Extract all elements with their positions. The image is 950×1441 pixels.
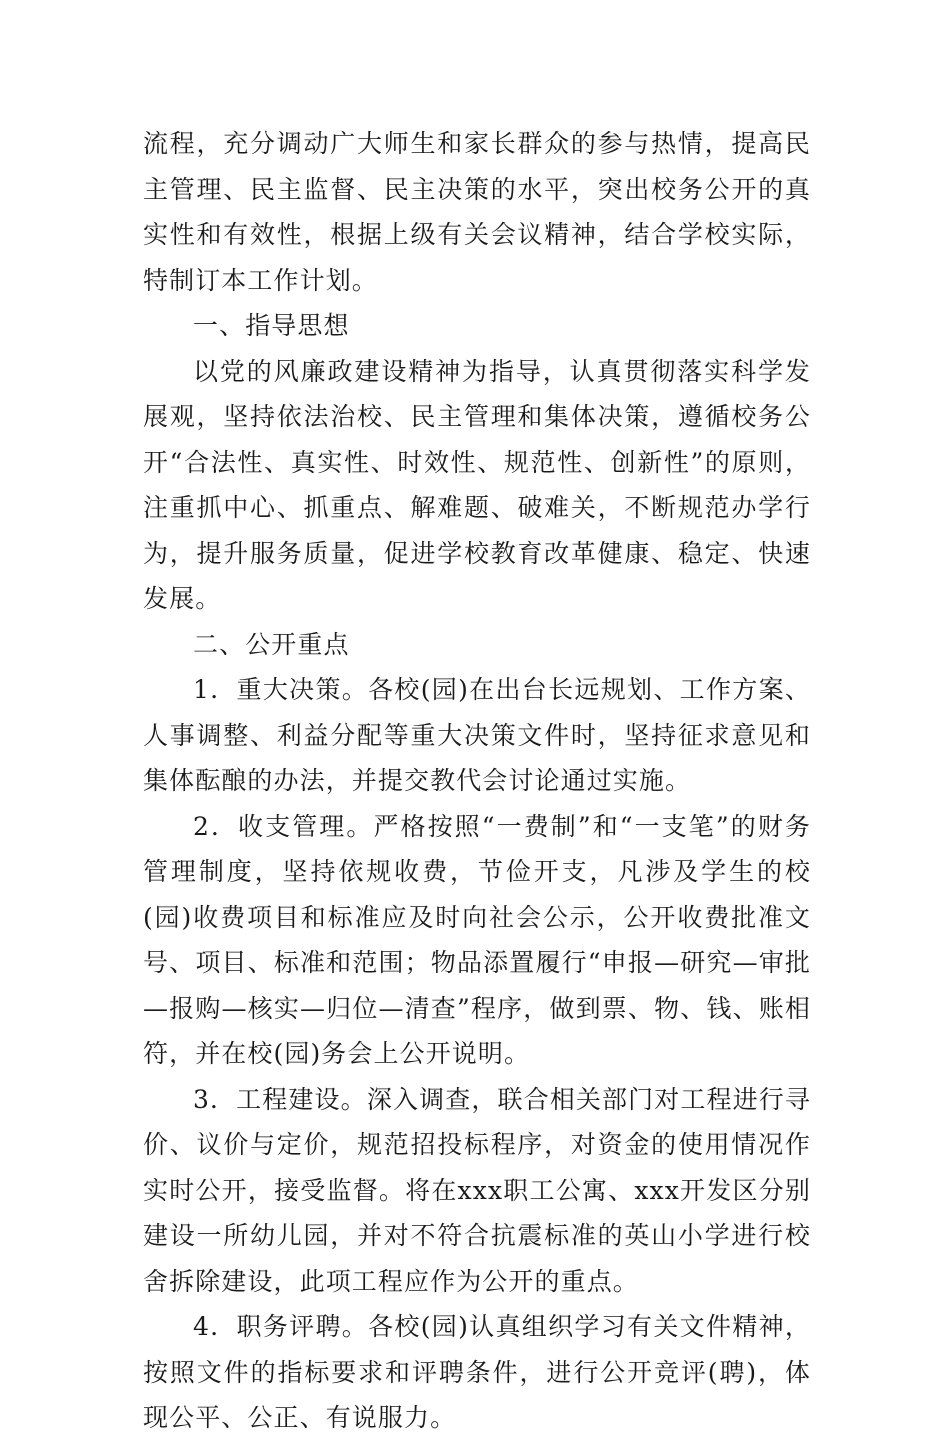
section-heading-disclosure-focus: 二、公开重点 [193,629,350,659]
paragraph-major-decisions: 1．重大决策。各校(园)在出台长远规划、工作方案、人事调整、利益分配等重大决策文件时，坚持征求意见和集体酝酿的办法，并提交教代会讨论通过实施。 [143,675,811,795]
paragraph-construction: 3．工程建设。深入调查，联合相关部门对工程进行寻价、议价与定价，规范招投标程序，对资金的使用情况作实时公开，接受监督。将在xxx职工公寓、xxx开发区分别建设一所幼儿园，并对不符合抗震标准的英山小学进行校舍拆除建设，此项工程应作为公开的重点。 [143,1084,811,1296]
paragraph-job-evaluation: 4．职务评聘。各校(园)认真组织学习有关文件精神，按照文件的指标要求和评聘条件，进行公开竞评(聘)，体现公平、公正、有说服力。 [143,1312,811,1432]
section-heading-guiding-ideology: 一、指导思想 [193,311,350,340]
paragraph-income-expenditure: 2．收支管理。严格按照“一费制”和“一支笔”的财务管理制度，坚持依规收费，节俭开支，凡涉及学生的校(园)收费项目和标准应及时向社会公示，公开收费批准文号、项目、标准和范围；物品添置履行“申报—研究—审批—报购—核实—归位—清查”程序，做到票、物、钱、账相符，并在校(园)务会上公开说明。 [143,811,811,1068]
paragraph-guiding-ideology: 以党的风廉政建设精神为指导，认真贯彻落实科学发展观，坚持依法治校、民主管理和集体决策，遵循校务公开“合法性、真实性、时效性、规范性、创新性”的原则，注重抓中心、抓重点、解难题、破难关，不断规范办学行为，提升服务质量，促进学校教育改革健康、稳定、快速发展。 [143,356,811,613]
paragraph-intro-continuation: 流程，充分调动广大师生和家长群众的参与热情，提高民主管理、民主监督、民主决策的水平，突出校务公开的真实性和有效性，根据上级有关会议精神，结合学校实际，特制订本工作计划。 [143,129,811,295]
document-body [143,121,811,1441]
